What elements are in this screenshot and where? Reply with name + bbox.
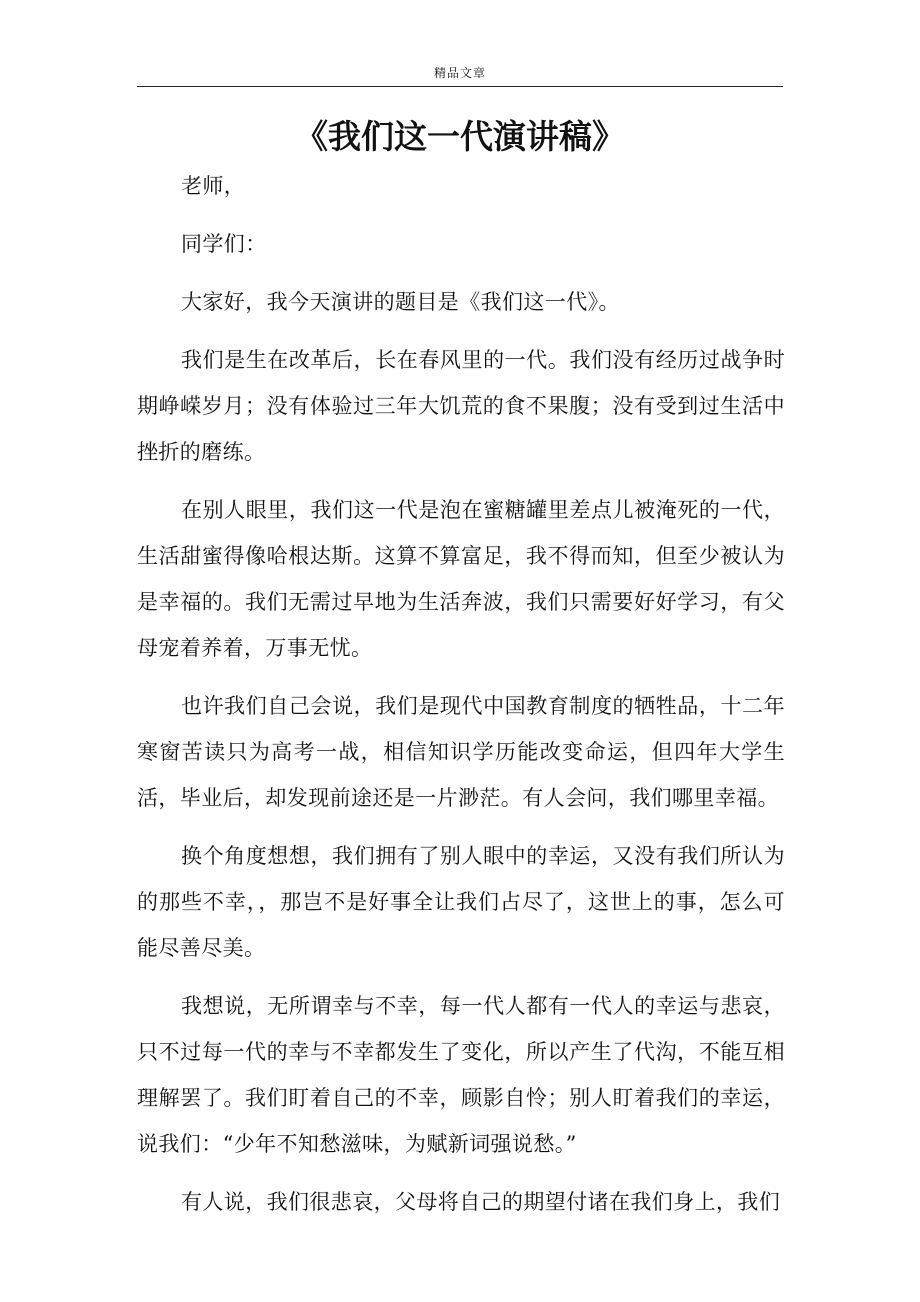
paragraph-body: 在别人眼里，我们这一代是泡在蜜糖罐里差点儿被淹死的一代，生活甜蜜得像哈根达斯。这算不算富足，我不得而知，但至少被认为是幸福的。我们无需过早地为生活奔波，我们只需要好好学习，有父母宠着养着，万事无忧。 — [137, 498, 785, 660]
page-header — [137, 60, 783, 87]
paragraph-body: 换个角度想想，我们拥有了别人眼中的幸运，又没有我们所认为的那些不幸，，那岂不是好事全让我们占尽了，这世上的事，怎么可能尽善尽美。 — [137, 844, 785, 960]
paragraph-body: 我想说，无所谓幸与不幸，每一代人都有一代人的幸运与悲哀，只不过每一代的幸与不幸都发生了变化，所以产生了代沟，不能互相理解罢了。我们盯着自己的不幸，顾影自怜；别人盯着我们的幸运，说我们：“少年不知愁滋味，为赋新词强说愁。” — [137, 994, 785, 1156]
paragraph-body-truncated: 有人说，我们很悲哀，父母将自己的期望付诸在我们身上，我们 — [181, 1190, 781, 1214]
paragraph-body: 我们是生在改革后，长在春风里的一代。我们没有经历过战争时期峥嵘岁月；没有体验过三年大饥荒的食不果腹；没有受到过生活中挫折的磨练。 — [137, 348, 785, 464]
paragraph-salutation-students: 同学们： — [181, 232, 267, 256]
paragraph-body: 也许我们自己会说，我们是现代中国教育制度的牺牲品，十二年寒窗苦读只为高考一战，相信知识学历能改变命运，但四年大学生活，毕业后，却发现前途还是一片渺茫。有人会问，我们哪里幸福。 — [137, 694, 785, 810]
paragraph-greeting: 大家好，我今天演讲的题目是《我们这一代》。 — [181, 290, 620, 314]
paragraph-salutation-teacher: 老师， — [181, 174, 246, 198]
header-label: 精品文章 — [433, 66, 486, 80]
document-title: 《我们这一代演讲稿》 — [295, 117, 625, 156]
document-body — [137, 163, 785, 1237]
